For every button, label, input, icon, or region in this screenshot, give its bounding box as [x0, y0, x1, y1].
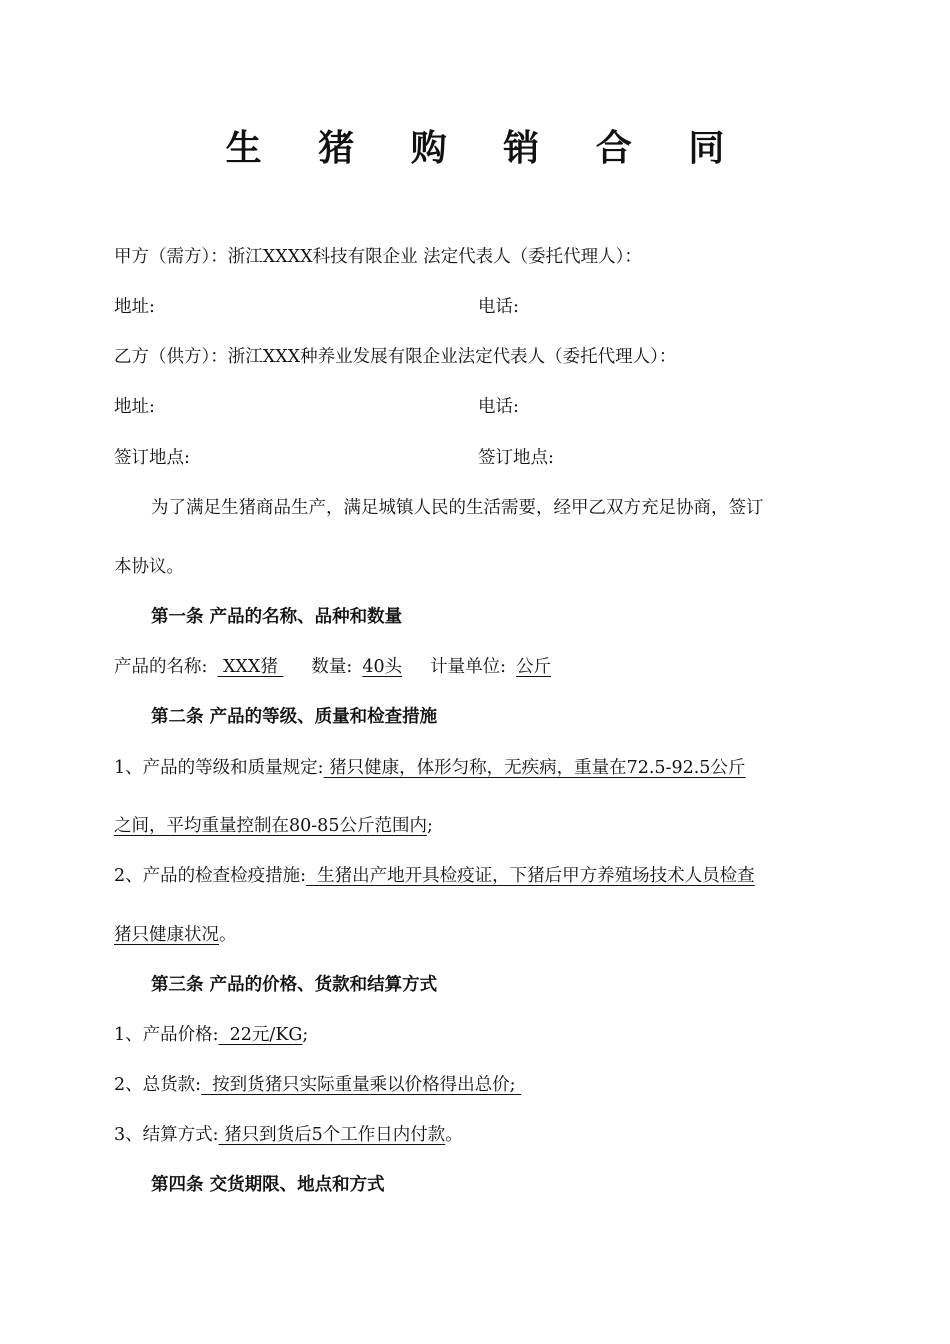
article2-heading: 第二条 产品的等级、质量和检查措施 — [151, 707, 438, 727]
party-a-address-label: 地址: — [114, 297, 155, 317]
article2-item1-cont — [114, 818, 433, 836]
quantity-value: 40头 — [362, 657, 403, 677]
product-name-value: XXX猪 — [217, 657, 284, 677]
unit-value: 公斤 — [516, 657, 552, 677]
article4-heading: 第四条 交货期限、地点和方式 — [151, 1175, 385, 1195]
price-tail: ; — [302, 1025, 309, 1045]
total-value: 按到货猪只实际重量乘以价格得出总价; — [201, 1075, 522, 1095]
article3-item1 — [114, 1027, 308, 1045]
intro-line-1: 为了满足生猪商品生产，满足城镇人民的生活需要，经甲乙双方充足协商，签订 — [151, 498, 764, 518]
signing-place-label-2: 签订地点: — [478, 448, 554, 468]
article3-item2 — [114, 1077, 521, 1095]
document-title: 生 猪 购 销 合 同 — [225, 128, 747, 169]
inspection-value-line1: 生猪出产地开具检疫证，下猪后甲方养殖场技术人员检查 — [306, 866, 755, 886]
article1-heading: 第一条 产品的名称、品种和数量 — [151, 607, 403, 627]
article2-item1 — [114, 760, 745, 778]
party-a-phone-label: 电话: — [478, 297, 519, 317]
party-b-address-label: 地址: — [114, 397, 155, 417]
settlement-tail: 。 — [445, 1125, 463, 1145]
price-label: 1、产品价格: — [114, 1025, 219, 1045]
settlement-label: 3、结算方式: — [114, 1125, 219, 1145]
settlement-value: 猪只到货后5个工作日内付款 — [218, 1125, 446, 1145]
inspection-tail: 。 — [219, 925, 237, 945]
price-value: 22元/KG — [218, 1025, 303, 1045]
inspection-value-line2: 猪只健康状况 — [114, 925, 219, 945]
quality-value-line2: 之间，平均重量控制在80-85公斤范围内 — [114, 816, 427, 836]
article2-item2 — [114, 868, 755, 886]
party-b-phone-label: 电话: — [478, 397, 519, 417]
article2-item2-cont — [114, 927, 237, 945]
unit-label: 计量单位: — [430, 657, 507, 677]
quality-tail: ; — [426, 816, 433, 836]
inspection-label: 2、产品的检查检疫措施: — [114, 866, 307, 886]
party-a-line: 甲方（需方）：浙江XXXX科技有限企业 法定代表人（委托代理人）： — [114, 247, 642, 267]
intro-line-2: 本协议。 — [114, 557, 184, 577]
article3-heading: 第三条 产品的价格、货款和结算方式 — [151, 975, 438, 995]
signing-place-label-1: 签订地点: — [114, 448, 190, 468]
quality-value-line1: 猪只健康，体形匀称，无疾病，重量在72.5-92.5公斤 — [323, 758, 746, 778]
total-label: 2、总货款: — [114, 1075, 202, 1095]
article1-details — [114, 659, 551, 677]
party-b-line: 乙方（供方）：浙江XXX种养业发展有限企业法定代表人（委托代理人）： — [114, 347, 677, 367]
quality-label: 1、产品的等级和质量规定: — [114, 758, 324, 778]
quantity-label: 数量: — [311, 657, 353, 677]
article3-item3 — [114, 1127, 463, 1145]
product-name-label: 产品的名称: — [114, 657, 208, 677]
